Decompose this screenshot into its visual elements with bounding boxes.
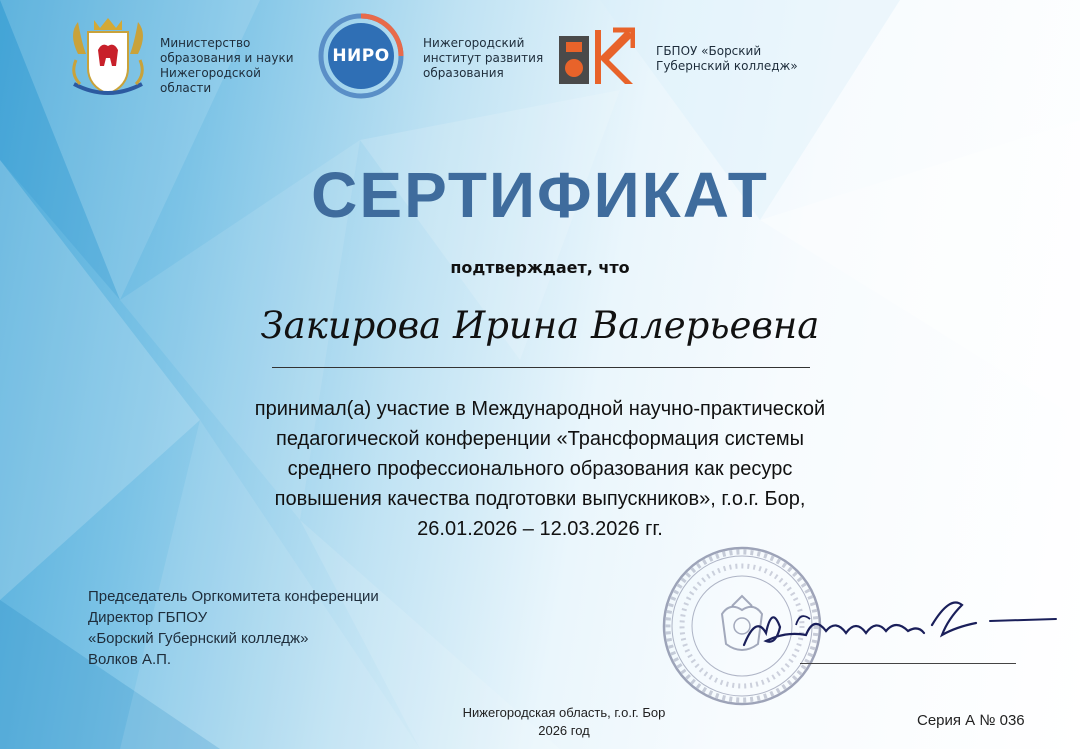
- body-line: педагогической конференции «Трансформация системы: [276, 428, 804, 450]
- confirms-text: подтверждает, что: [450, 258, 630, 277]
- signer-block: [88, 586, 468, 670]
- body-line: 26.01.2026 – 12.03.2026 гг.: [417, 518, 663, 540]
- org-niro: Нижегородский институт развития образования: [423, 36, 544, 80]
- bgk-logo: [557, 26, 635, 88]
- recipient-name: Закирова Ирина Валерьевна: [260, 304, 820, 347]
- coat-of-arms-icon: [64, 14, 152, 100]
- certificate-body: [180, 394, 900, 544]
- handwritten-signature: [736, 575, 1066, 665]
- name-underline: [272, 367, 810, 368]
- niro-logo-text: НИРО: [332, 46, 390, 66]
- header: [0, 0, 1080, 110]
- body-line: принимал(а) участие в Международной научно-практической: [254, 398, 826, 420]
- signature-line: [800, 663, 1016, 664]
- footer-place: Нижегородская область, г.о.г. Бор: [462, 705, 666, 720]
- footer-year: 2026 год: [538, 723, 590, 738]
- body-line: среднего профессионального образования как ресурс: [287, 458, 793, 480]
- signer-line: Председатель Оргкомитета конференции: [88, 588, 379, 605]
- signer-line: «Борский Губернский колледж»: [88, 630, 309, 647]
- org-college: ГБПОУ «Борский Губернский колледж»: [656, 44, 798, 73]
- org-ministry: Министерство образования и науки Нижегородской области: [160, 36, 294, 95]
- series-number: Серия А № 036: [917, 712, 1025, 729]
- body-line: повышения качества подготовки выпускников», г.о.г. Бор,: [274, 488, 806, 510]
- signer-line: Директор ГБПОУ: [88, 609, 208, 626]
- certificate-title: СЕРТИФИКАТ: [311, 159, 769, 231]
- signer-line: Волков А.П.: [88, 651, 172, 668]
